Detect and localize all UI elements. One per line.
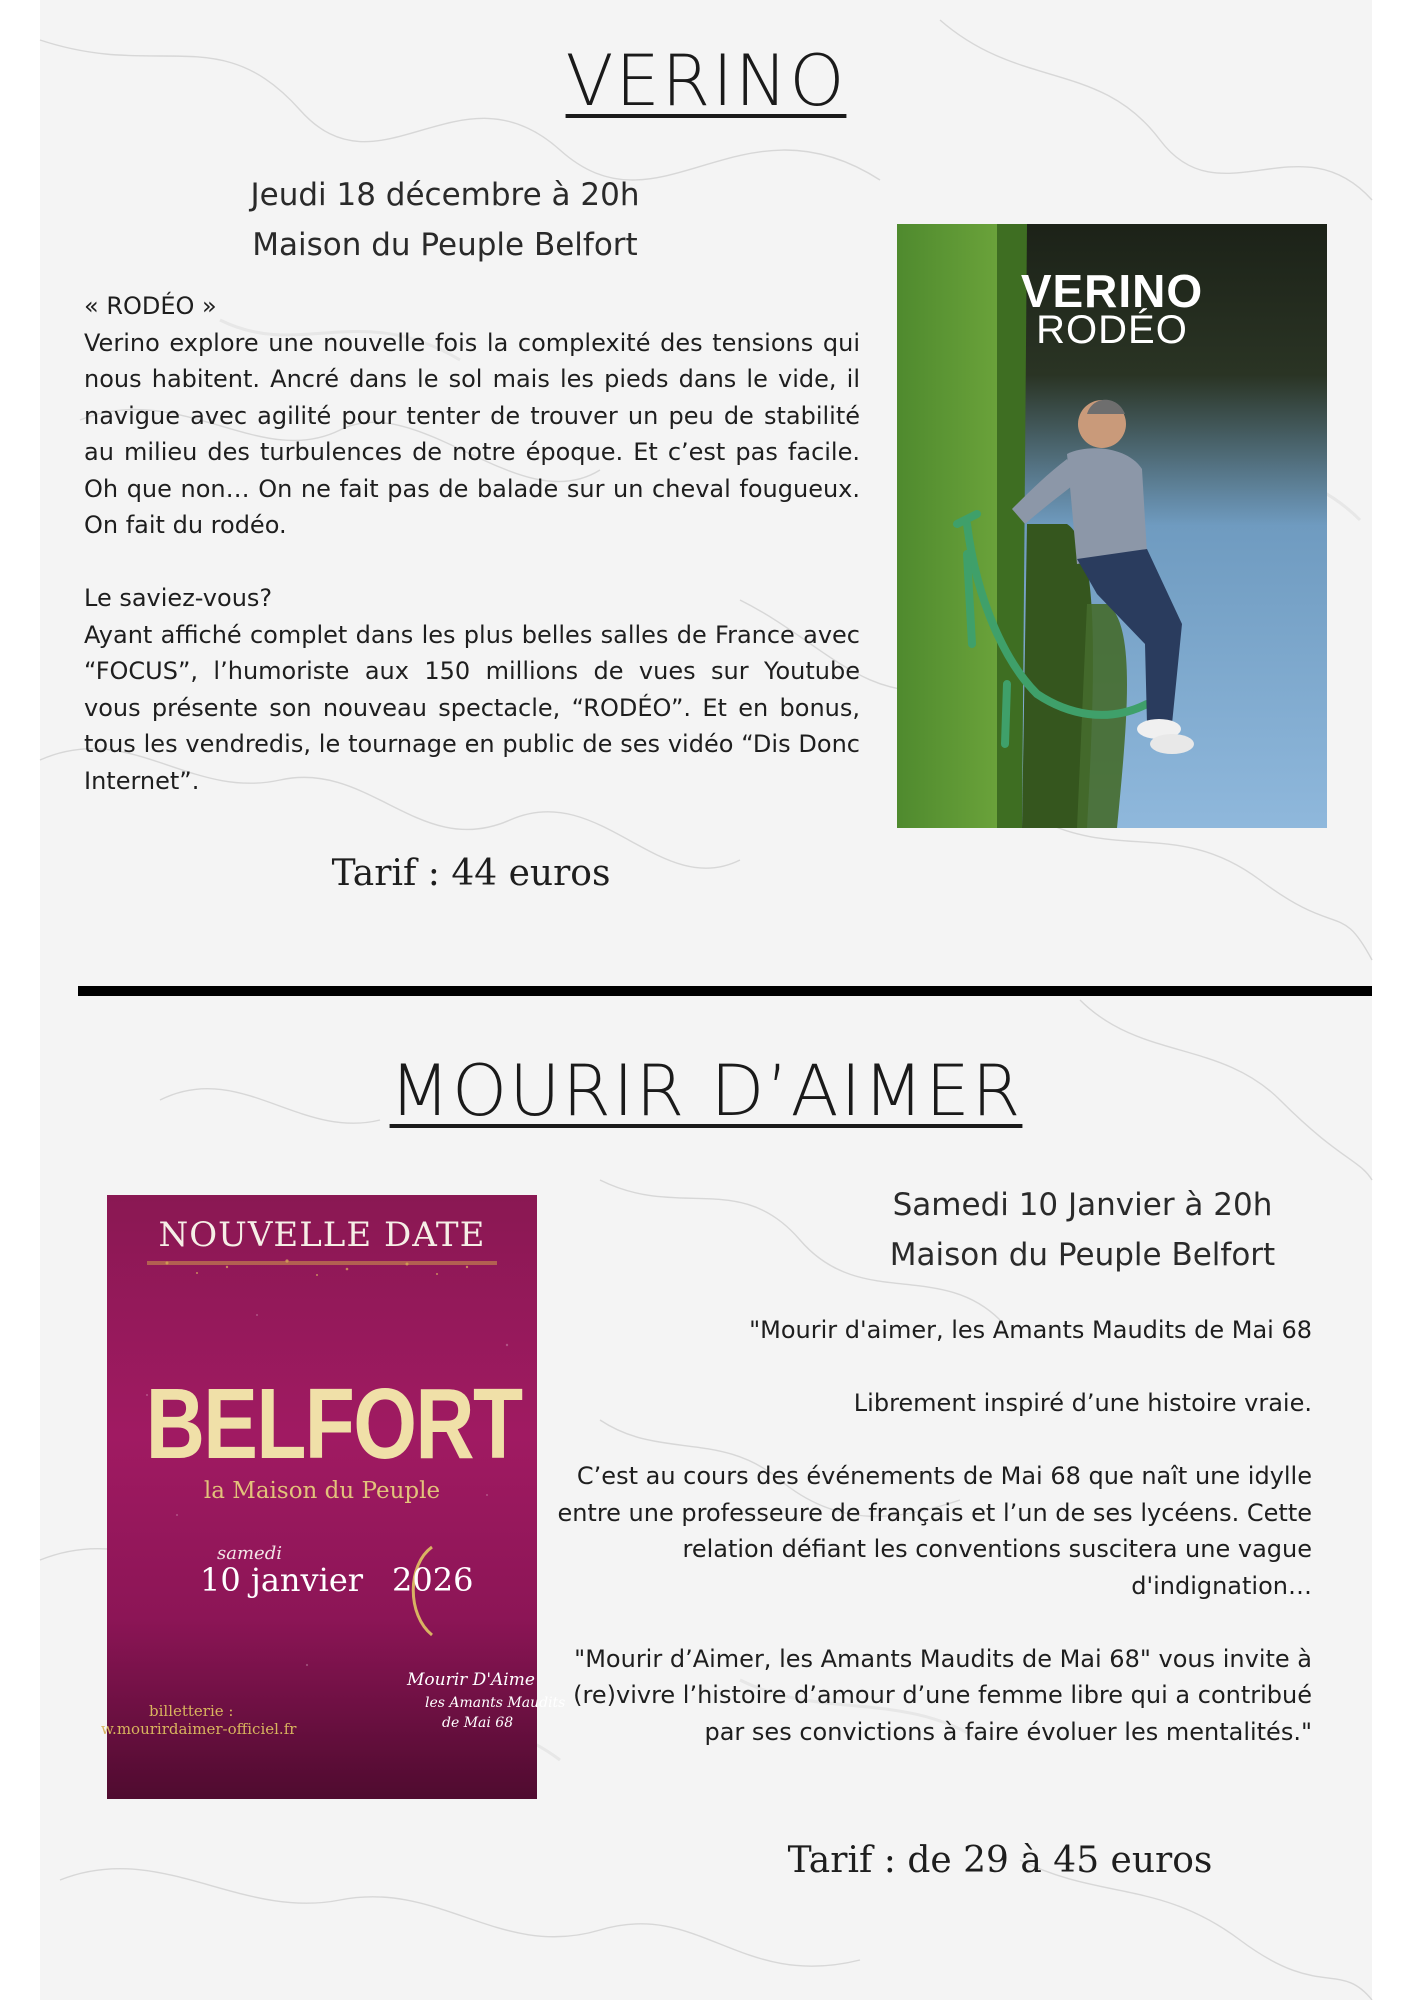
svg-text:les Amants Maudits: les Amants Maudits — [425, 1695, 566, 1711]
mourir-poster-headline: NOUVELLE DATE — [158, 1215, 486, 1255]
mourir-poster — [101, 1195, 566, 1799]
verino-info — [160, 170, 730, 270]
verino-date: Jeudi 18 décembre à 20h — [250, 177, 640, 213]
verino-poster — [897, 224, 1327, 828]
page — [40, 0, 1372, 2000]
mourir-poster-venue: la Maison du Peuple — [203, 1478, 441, 1504]
mourir-title: MOURIR D’AIMER — [389, 1050, 1023, 1132]
mourir-invite: "Mourir d’Aimer, les Amants Maudits de Mai 68" vous invite à (re)vivre l’histoire d’amour d’une femme libre qui a contribué par ses convictions à faire évoluer les mentalités." — [573, 1644, 1312, 1746]
mourir-poster-day: samedi — [217, 1543, 282, 1564]
mourir-tagline: Librement inspiré d’une histoire vraie. — [853, 1389, 1312, 1417]
mourir-synopsis: C’est au cours des événements de Mai 68 que naît une idylle entre une professeure de français et l’un de ses lycéens. Cette relation défiant les conventions suscitera une vague d'indignation… — [557, 1462, 1312, 1600]
verino-title: VERINO — [565, 40, 847, 122]
mourir-poster-city: BELFORT — [145, 1368, 522, 1480]
mourir-description — [540, 1312, 1312, 1750]
mourir-poster-date: 10 janvier — [200, 1561, 364, 1599]
verino-description-text: Verino explore une nouvelle fois la complexité des tensions qui nous habitent. Ancré dans le sol mais les pieds dans le vide, il navigue avec agilité pour tenter de trouver un peu de stabilité au milieu des turbulences de notre époque. Et c’est pas facile. Oh que non… On ne fait pas de balade sur un cheval fougueux. On fait du rodéo. — [84, 328, 860, 539]
svg-text:de Mai 68: de Mai 68 — [442, 1715, 514, 1731]
mourir-info — [820, 1180, 1345, 1280]
mourir-poster-ticketing-label: billetterie : — [149, 1702, 234, 1720]
verino-poster-subtitle: RODÉO — [1036, 308, 1188, 352]
verino-description — [84, 288, 860, 799]
verino-did-you-know-text: Ayant affiché complet dans les plus belles salles de France avec “FOCUS”, l’humoriste aux 150 millions de vues sur Youtube vous présente son nouveau spectacle, “RODÉO”. Et en bonus, tous les vendredis, le tournage en public de ses vidéo “Dis Donc Internet”. — [84, 620, 860, 795]
mourir-poster-ticketing-url: w.mourirdaimer-officiel.fr — [101, 1720, 297, 1738]
verino-poster-title: VERINO — [1020, 265, 1204, 317]
verino-did-you-know: Le saviez-vous? — [84, 584, 273, 612]
mourir-price: Tarif : de 29 à 45 euros — [787, 1840, 1213, 1881]
mourir-subtitle: "Mourir d'aimer, les Amants Maudits de Mai 68 — [749, 1316, 1312, 1344]
verino-price: Tarif : 44 euros — [331, 853, 611, 894]
verino-show-name: « RODÉO » — [84, 292, 217, 320]
mourir-date: Samedi 10 Janvier à 20h — [892, 1187, 1273, 1223]
mourir-poster-year: 2026 — [392, 1561, 474, 1599]
verino-venue: Maison du Peuple Belfort — [252, 227, 638, 263]
mourir-venue: Maison du Peuple Belfort — [889, 1237, 1276, 1273]
section-divider — [78, 986, 1372, 996]
svg-text:Mourir D'Aime: Mourir D'Aime — [407, 1670, 535, 1690]
